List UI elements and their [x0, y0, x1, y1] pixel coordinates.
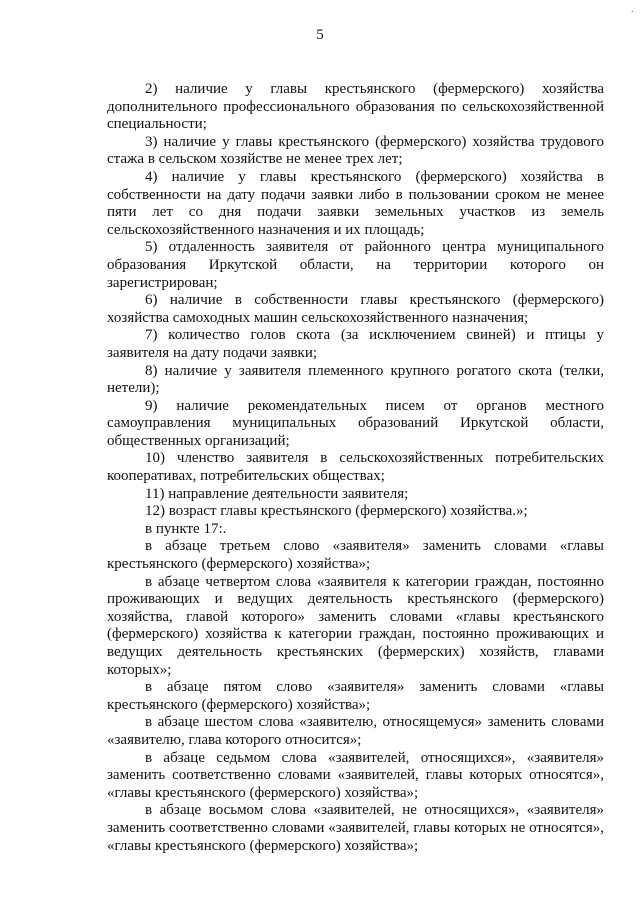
paragraph-amendment-sixth: в абзаце шестом слова «заявителю, относящемуся» заменить словами «заявителю, глава которого относится»; — [107, 714, 604, 748]
paragraph-item-11: 11) направление деятельности заявителя; — [145, 485, 409, 502]
paragraph-item-3: 3) наличие у главы крестьянского (фермерского) хозяйства трудового стажа в сельском хозяйстве не менее трех лет; — [107, 133, 604, 168]
paragraph-item-9: 9) наличие рекомендательных писем от органов местного самоуправления муниципальных образований Иркутской области, общественных организаций; — [107, 397, 604, 449]
paragraph-item-4: 4) наличие у главы крестьянского (фермерского) хозяйства в собственности на дату подачи заявки либо в пользовании сроком не менее пяти лет со дня подачи заявки земельных участков из земель сельскохозяйственного назначения и их площадь; — [107, 168, 604, 238]
paragraph-item-6: 6) наличие в собственности главы крестьянского (фермерского) хозяйства самоходных машин сельскохозяйственного назначения; — [107, 292, 604, 326]
paragraph-item-10: 10) членство заявителя в сельскохозяйственных потребительских кооперативах, потребительских обществах; — [107, 450, 604, 485]
paragraph-amendment-seventh: в абзаце седьмом слова «заявителей, относящихся», «заявителя» заменить соответственно словами «заявителей, главы которых относятся», «главы крестьянского (фермерского) хозяйства»; — [107, 749, 604, 801]
scan-artifact-mark: · — [630, 7, 634, 18]
paragraph-item-12: 12) возраст главы крестьянского (фермерского) хозяйства.»; — [145, 503, 528, 520]
paragraph-amendment-fourth: в абзаце четвертом слова «заявителя к категории граждан, постоянно проживающих и ведущих деятельность крестьянского (фермерского) хозяйства, главой которого» заменить словами «главы крестьянского (фермерского) хозяйства к категории граждан, постоянно проживающих и ведущих деятельность крестьянских (фермерских) хозяйств, главами которых»; — [107, 573, 604, 678]
paragraph-item-8: 8) наличие у заявителя племенного крупного рогатого скота (телки, нетели); — [107, 362, 604, 397]
paragraph-amendment-third: в абзаце третьем слово «заявителя» заменить словами «главы крестьянского (фермерского) хозяйства»; — [107, 538, 604, 573]
paragraph-item-5: 5) отдаленность заявителя от районного центра муниципального образования Иркутской области, на территории которого он зарегистрирован; — [107, 239, 604, 291]
page-number: 5 — [316, 27, 324, 43]
paragraph-amendment-fifth: в абзаце пятом слово «заявителя» заменить словами «главы крестьянского (фермерского) хозяйства»; — [107, 679, 604, 713]
paragraph-item-7: 7) количество голов скота (за исключением свиней) и птицы у заявителя на дату подачи заявки; — [107, 327, 604, 361]
paragraph-item-2: 2) наличие у главы крестьянского (фермерского) хозяйства дополнительного профессионального образования по сельскохозяйственной специальности; — [107, 81, 604, 133]
document-body — [107, 81, 604, 855]
paragraph-clause-17-intro: в пункте 17:. — [145, 520, 227, 537]
paragraph-amendment-eighth: в абзаце восьмом слова «заявителей, не относящихся», «заявителя» заменить соответственно словами «заявителей, главы которых не относятся», «главы крестьянского (фермерского) хозяйства»; — [107, 802, 604, 854]
